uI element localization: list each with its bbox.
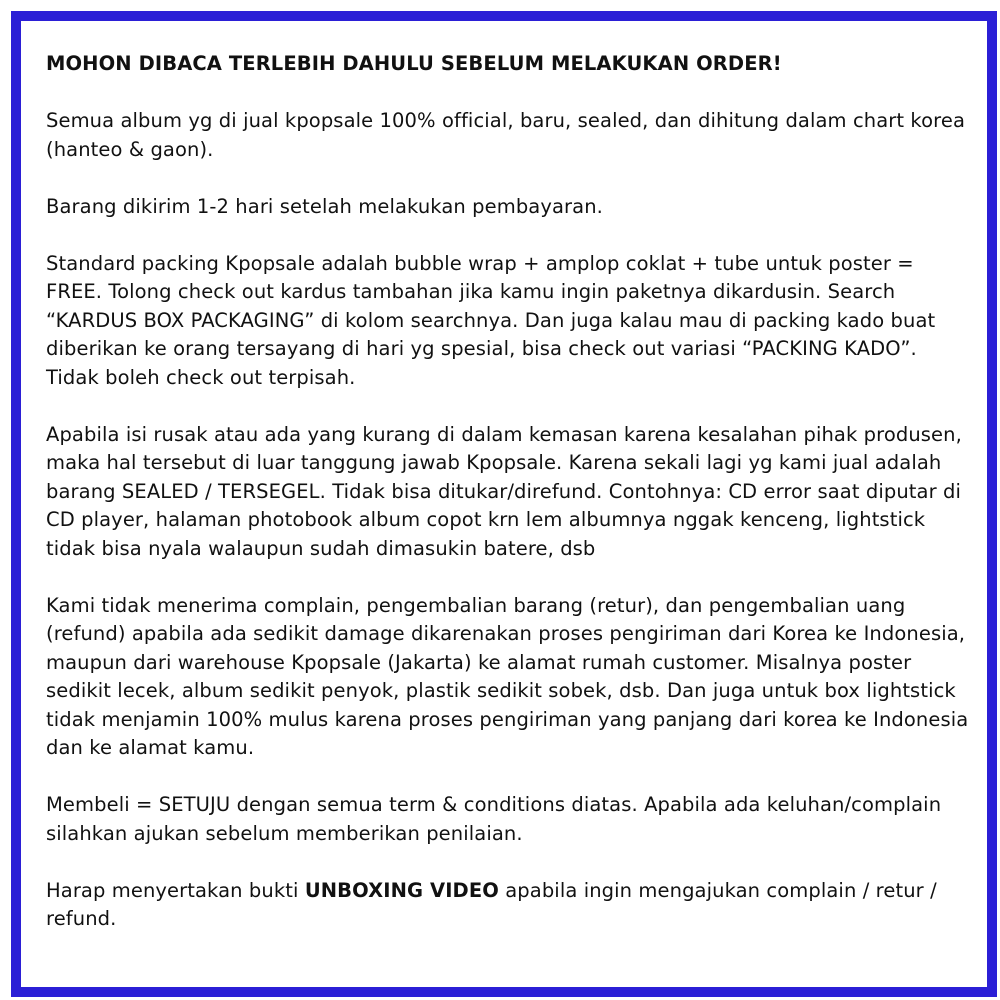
paragraph-unboxing-video bbox=[46, 877, 971, 934]
paragraph-packing: Standard packing Kpopsale adalah bubble wrap + amplop coklat + tube untuk poster = FREE. Tolong check out kardus tambahan jika kamu ingin paketnya dikardusin. Search “KARDUS BOX PACKAGING” di kolom searchnya. Dan juga kalau mau di packing kado buat diberikan ke orang tersayang di hari yg spesial, bisa check out variasi “PACKING KADO”. Tidak boleh check out terpisah. bbox=[46, 251, 936, 389]
unboxing-video-emphasis: UNBOXING VIDEO bbox=[304, 878, 499, 902]
paragraph-official-album: Semua album yg di jual kpopsale 100% official, baru, sealed, dan dihitung dalam chart korea (hanteo & gaon). bbox=[46, 109, 965, 161]
unboxing-text-after: apabila ingin mengajukan complain / retur / refund. bbox=[46, 878, 937, 930]
unboxing-text-before: Harap menyertakan bukti bbox=[46, 878, 305, 902]
paragraph-terms-agreement: Membeli = SETUJU dengan semua term & conditions diatas. Apabila ada keluhan/complain silahkan ajukan sebelum memberikan penilaian. bbox=[46, 793, 942, 845]
paragraph-shipping-time: Barang dikirim 1-2 hari setelah melakukan pembayaran. bbox=[46, 194, 603, 218]
paragraph-damaged-contents: Apabila isi rusak atau ada yang kurang di dalam kemasan karena kesalahan pihak produsen, maka hal tersebut di luar tanggung jawab Kpopsale. Karena sekali lagi yg kami jual adalah barang SEALED / TERSEGEL. Tidak bisa ditukar/direfund. Contohnya: CD error saat diputar di CD player, halaman photobook album copot krn lem albumnya nggak kenceng, lightstick tidak bisa nyala walaupun sudah dimasukin batere, dsb bbox=[46, 422, 962, 560]
notice-content bbox=[46, 50, 971, 934]
notice-heading: MOHON DIBACA TERLEBIH DAHULU SEBELUM MELAKUKAN ORDER! bbox=[46, 52, 782, 75]
paragraph-shipping-damage: Kami tidak menerima complain, pengembalian barang (retur), dan pengembalian uang (refund) apabila ada sedikit damage dikarenakan proses pengiriman dari Korea ke Indonesia, maupun dari warehouse Kpopsale (Jakarta) ke alamat rumah customer. Misalnya poster sedikit lecek, album sedikit penyok, plastik sedikit sobek, dsb. Dan juga untuk box lightstick tidak menjamin 100% mulus karena proses pengiriman yang panjang dari korea ke Indonesia dan ke alamat kamu. bbox=[46, 593, 969, 759]
